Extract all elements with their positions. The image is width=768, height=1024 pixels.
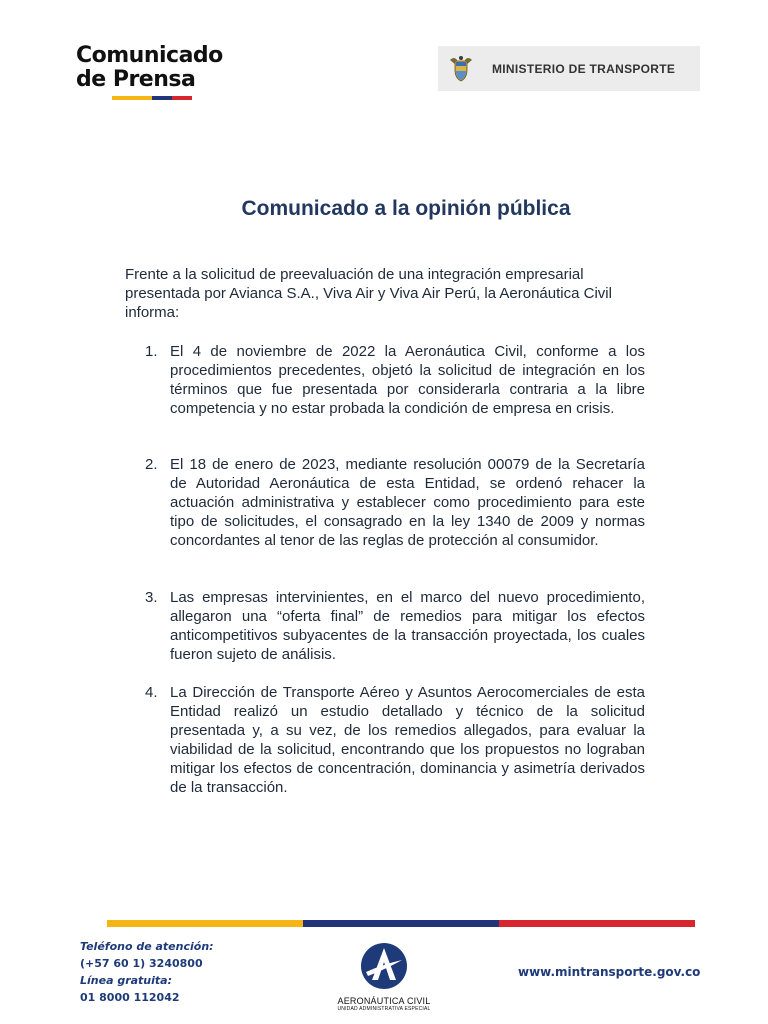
website-link[interactable]: www.mintransporte.gov.co: [518, 965, 701, 979]
list-item-number: 1.: [145, 343, 158, 360]
list-item-number: 2.: [145, 456, 158, 473]
list-item-2: [145, 455, 645, 550]
free-line-heading: Línea gratuita:: [80, 974, 172, 987]
aeronautica-subtitle: UNIDAD ADMINISTRATIVA ESPECIAL: [337, 1006, 431, 1012]
press-release-title: [76, 44, 223, 92]
footer-color-bar: [107, 920, 695, 927]
list-item-3: [145, 588, 645, 664]
list-item-text: La Dirección de Transporte Aéreo y Asuntos Aerocomerciales de esta Entidad realizó un estudio detallado y técnico de la solicitud presentada y, a su vez, de los remedios allegados, para evaluar la viabilidad de la solicitud, encontrando que los propuestos no lograban mitigar los efectos de concentración, dominancia y asimetría derivados de la transacción.: [170, 684, 645, 796]
free-line-number: 01 8000 112042: [80, 991, 180, 1004]
footer-stripe-yellow: [107, 920, 303, 927]
flag-stripe-blue: [152, 96, 172, 100]
aeronautica-civil-logo: [330, 942, 438, 1012]
list-item-text: Las empresas intervinientes, en el marco del nuevo procedimiento, allegaron una “oferta final” de remedios para mitigar los efectos anticompetitivos subyacentes de la transacción proyectada, los cuales fueron sujeto de análisis.: [170, 589, 645, 663]
contact-info: [80, 938, 214, 1006]
list-item-4: [145, 683, 645, 797]
footer-stripe-blue: [303, 920, 499, 927]
flag-stripe-yellow: [112, 96, 152, 100]
aeronautica-name: AERONÁUTICA CIVIL: [337, 996, 431, 1006]
ministry-label: MINISTERIO DE TRANSPORTE: [492, 61, 676, 76]
flag-underline: [112, 96, 192, 100]
list-item-number: 3.: [145, 589, 158, 606]
press-release-title-line2: de Prensa: [76, 67, 196, 92]
phone-heading: Teléfono de atención:: [80, 940, 214, 953]
coat-of-arms-icon: [446, 54, 476, 84]
flag-stripe-red: [172, 96, 192, 100]
list-item-text: El 18 de enero de 2023, mediante resolución 00079 de la Secretaría de Autoridad Aeronáutica de esta Entidad, se ordenó rehacer la actuación administrativa y establecer como procedimiento para este tipo de solicitudes, el consagrado en la ley 1340 de 2009 y normas concordantes al tenor de las reglas de protección al consumidor.: [170, 456, 645, 549]
intro-paragraph: Frente a la solicitud de preevaluación de una integración empresarial presentada por Avianca S.A., Viva Air y Viva Air Perú, la Aeronáutica Civil informa:: [125, 266, 612, 321]
footer-stripe-red: [499, 920, 695, 927]
list-item-1: [145, 342, 645, 418]
ministry-banner: [438, 46, 700, 91]
phone-number: (+57 60 1) 3240800: [80, 957, 203, 970]
aeronautica-logo-icon: [358, 942, 410, 990]
list-item-number: 4.: [145, 684, 158, 701]
document-title: Comunicado a la opinión pública: [241, 197, 571, 220]
press-release-title-line1: Comunicado: [76, 43, 223, 68]
list-item-text: El 4 de noviembre de 2022 la Aeronáutica Civil, conforme a los procedimientos precedentes, objetó la solicitud de integración en los términos que fue presentada por considerarla contraria a la libre competencia y no estar probada la condición de empresa en crisis.: [170, 343, 645, 417]
